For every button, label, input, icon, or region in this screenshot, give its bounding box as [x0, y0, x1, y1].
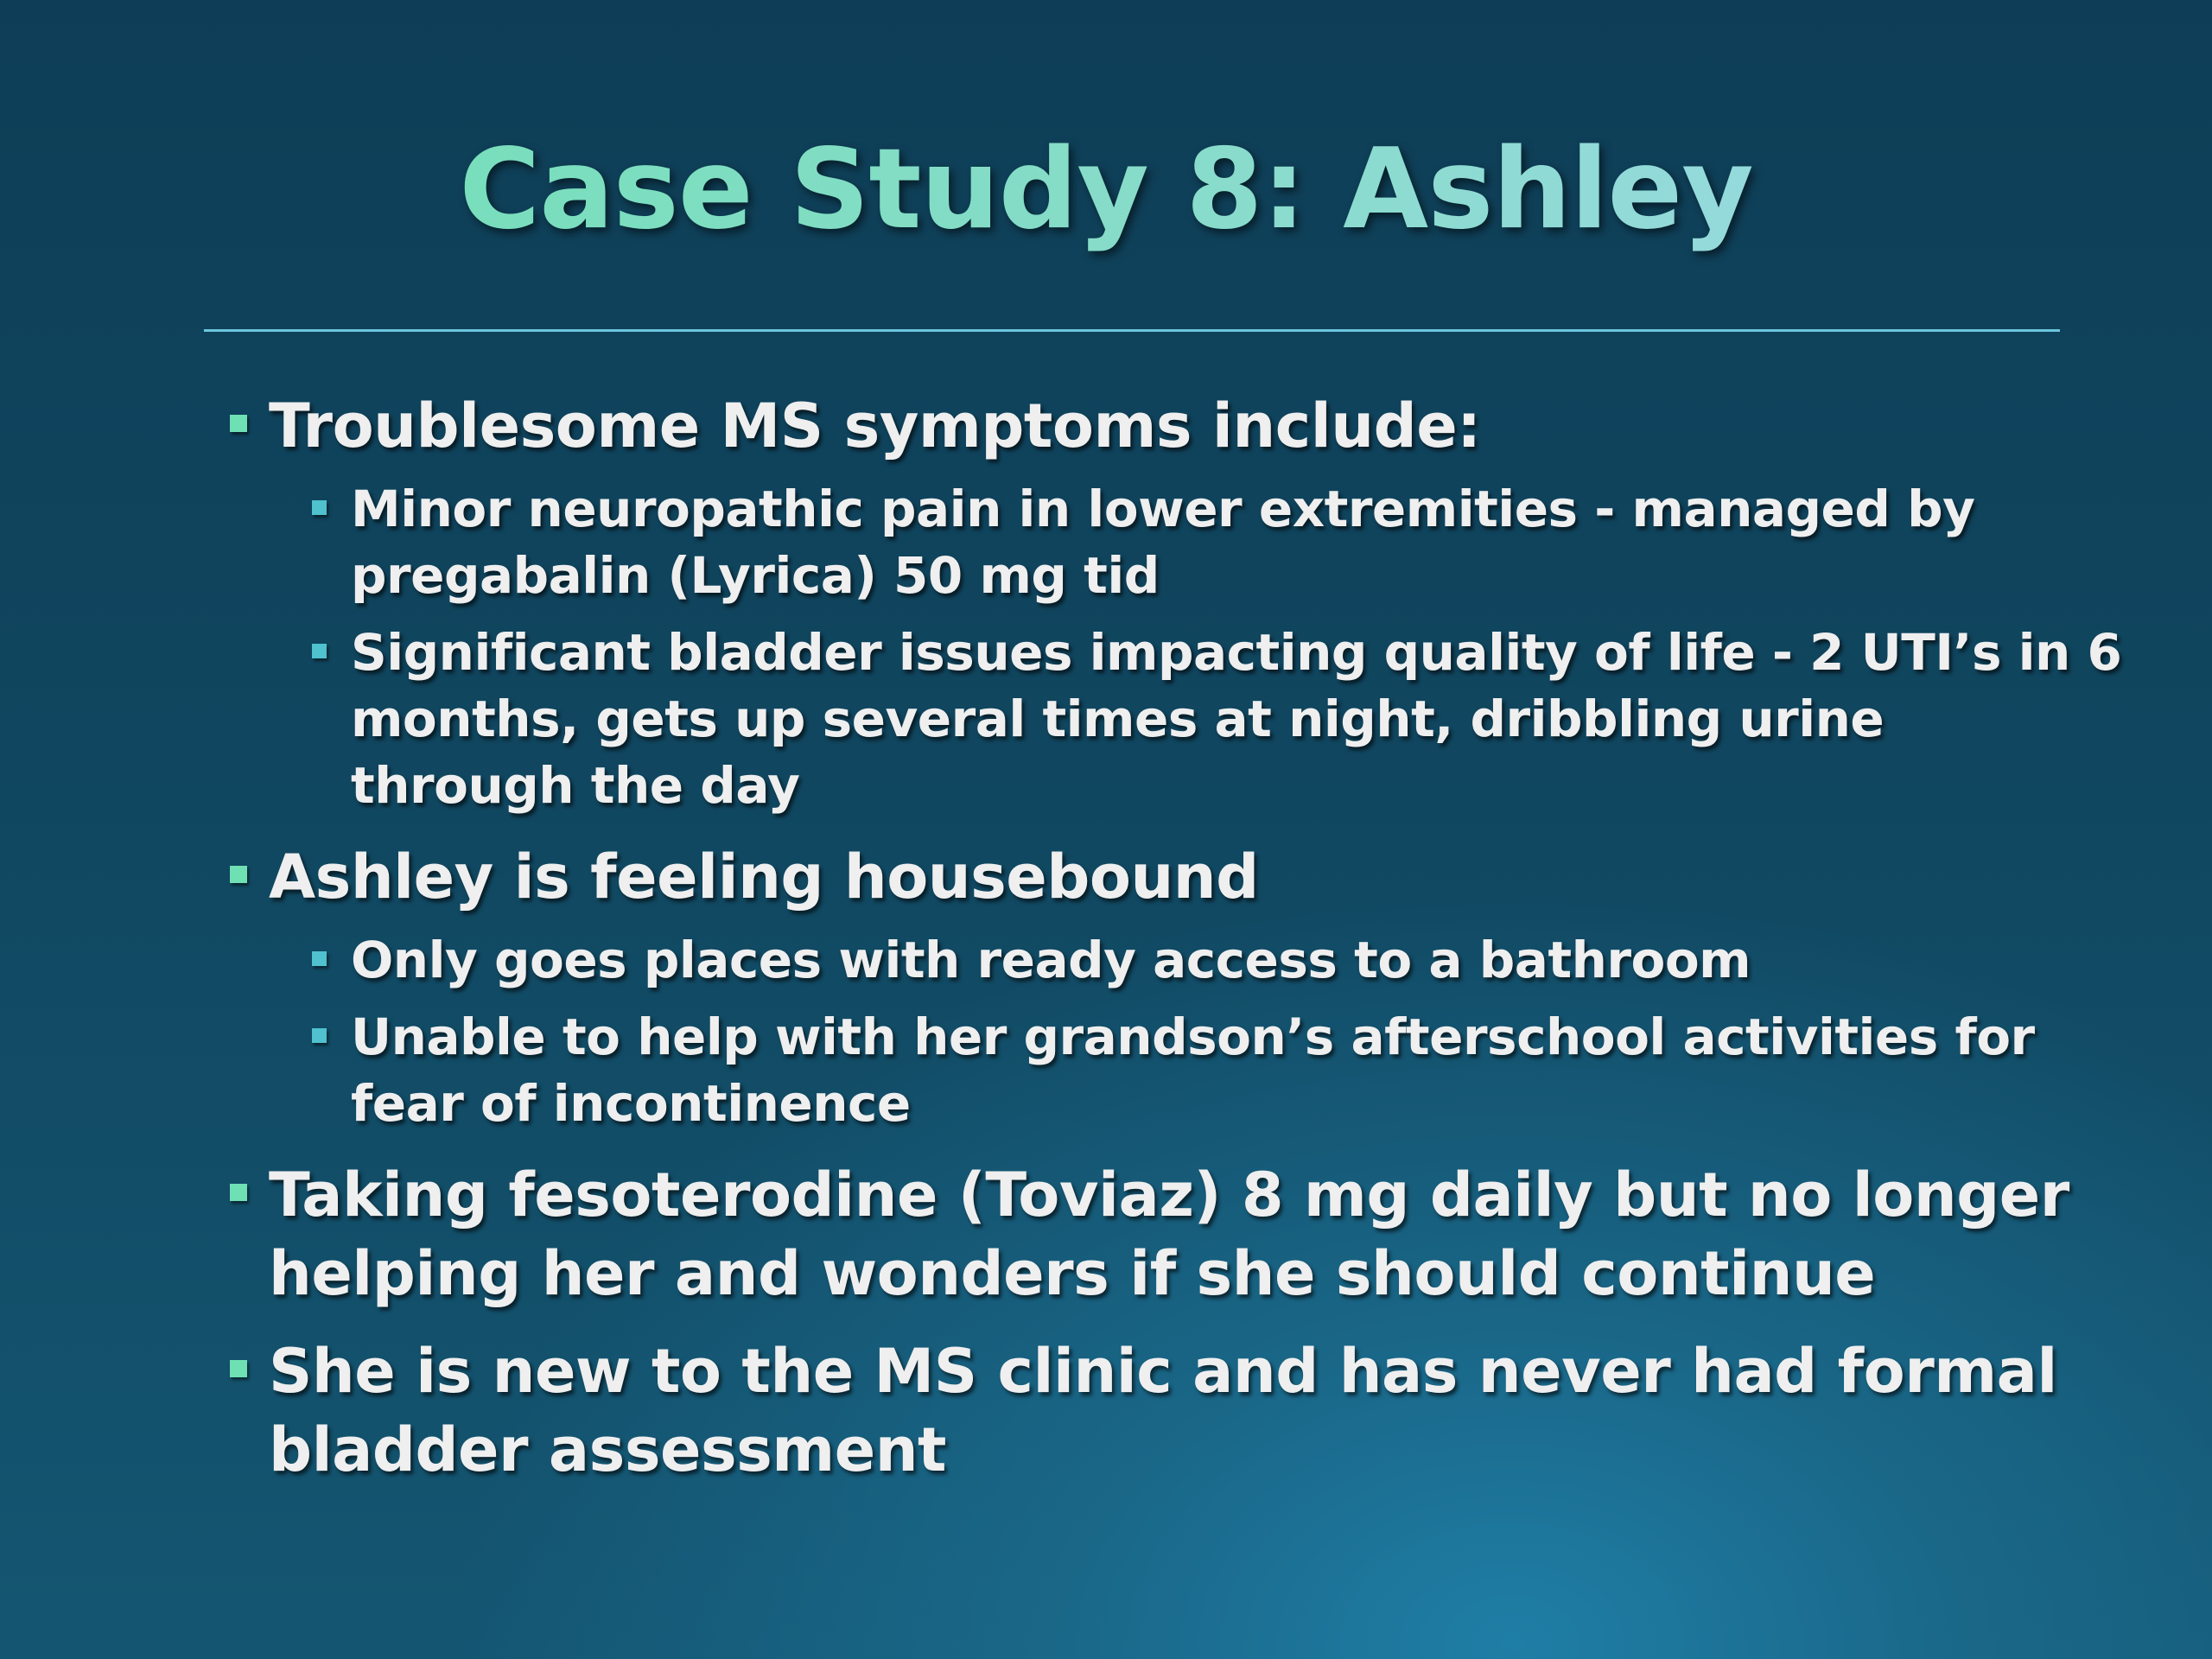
square-bullet-icon [230, 1184, 247, 1201]
bullet-text: She is new to the MS clinic and has never had formal bladder assessment [269, 1336, 2057, 1485]
square-bullet-icon [230, 415, 247, 432]
sub-bullet-text: Significant bladder issues impacting quality of life - 2 UTI’s in 6 months, gets up several times at night, dribbling urine through the day [351, 623, 2122, 815]
sub-bullet-item [312, 620, 2122, 819]
bullet-text: Taking fesoterodine (Toviaz) 8 mg daily but no longer helping her and wonders if she should continue [269, 1160, 2069, 1309]
bullet-item [230, 1156, 2122, 1313]
bullet-text: Ashley is feeling housebound [269, 842, 1259, 912]
slide-title: Case Study 8: Ashley [0, 121, 2212, 259]
sub-bullet-item [312, 476, 2122, 609]
slide-content [230, 387, 2122, 1490]
bullet-item [230, 387, 2122, 466]
bullet-text: Troublesome MS symptoms include: [269, 391, 1481, 461]
sub-bullet-text: Only goes places with ready access to a bathroom [351, 931, 1751, 989]
sub-bullet-item [312, 1004, 2122, 1137]
square-bullet-icon [312, 644, 327, 658]
square-bullet-icon [230, 1360, 247, 1377]
title-divider [204, 329, 2060, 332]
sub-bullet-text: Unable to help with her grandson’s afterschool activities for fear of incontinence [351, 1007, 2035, 1133]
sub-bullet-text: Minor neuropathic pain in lower extremities - managed by pregabalin (Lyrica) 50 mg tid [351, 480, 1975, 605]
square-bullet-icon [312, 951, 327, 966]
bullet-item [230, 1332, 2122, 1490]
sub-bullet-item [312, 927, 2122, 994]
square-bullet-icon [312, 500, 327, 515]
bullet-item [230, 838, 2122, 917]
square-bullet-icon [230, 866, 247, 883]
square-bullet-icon [312, 1028, 327, 1043]
